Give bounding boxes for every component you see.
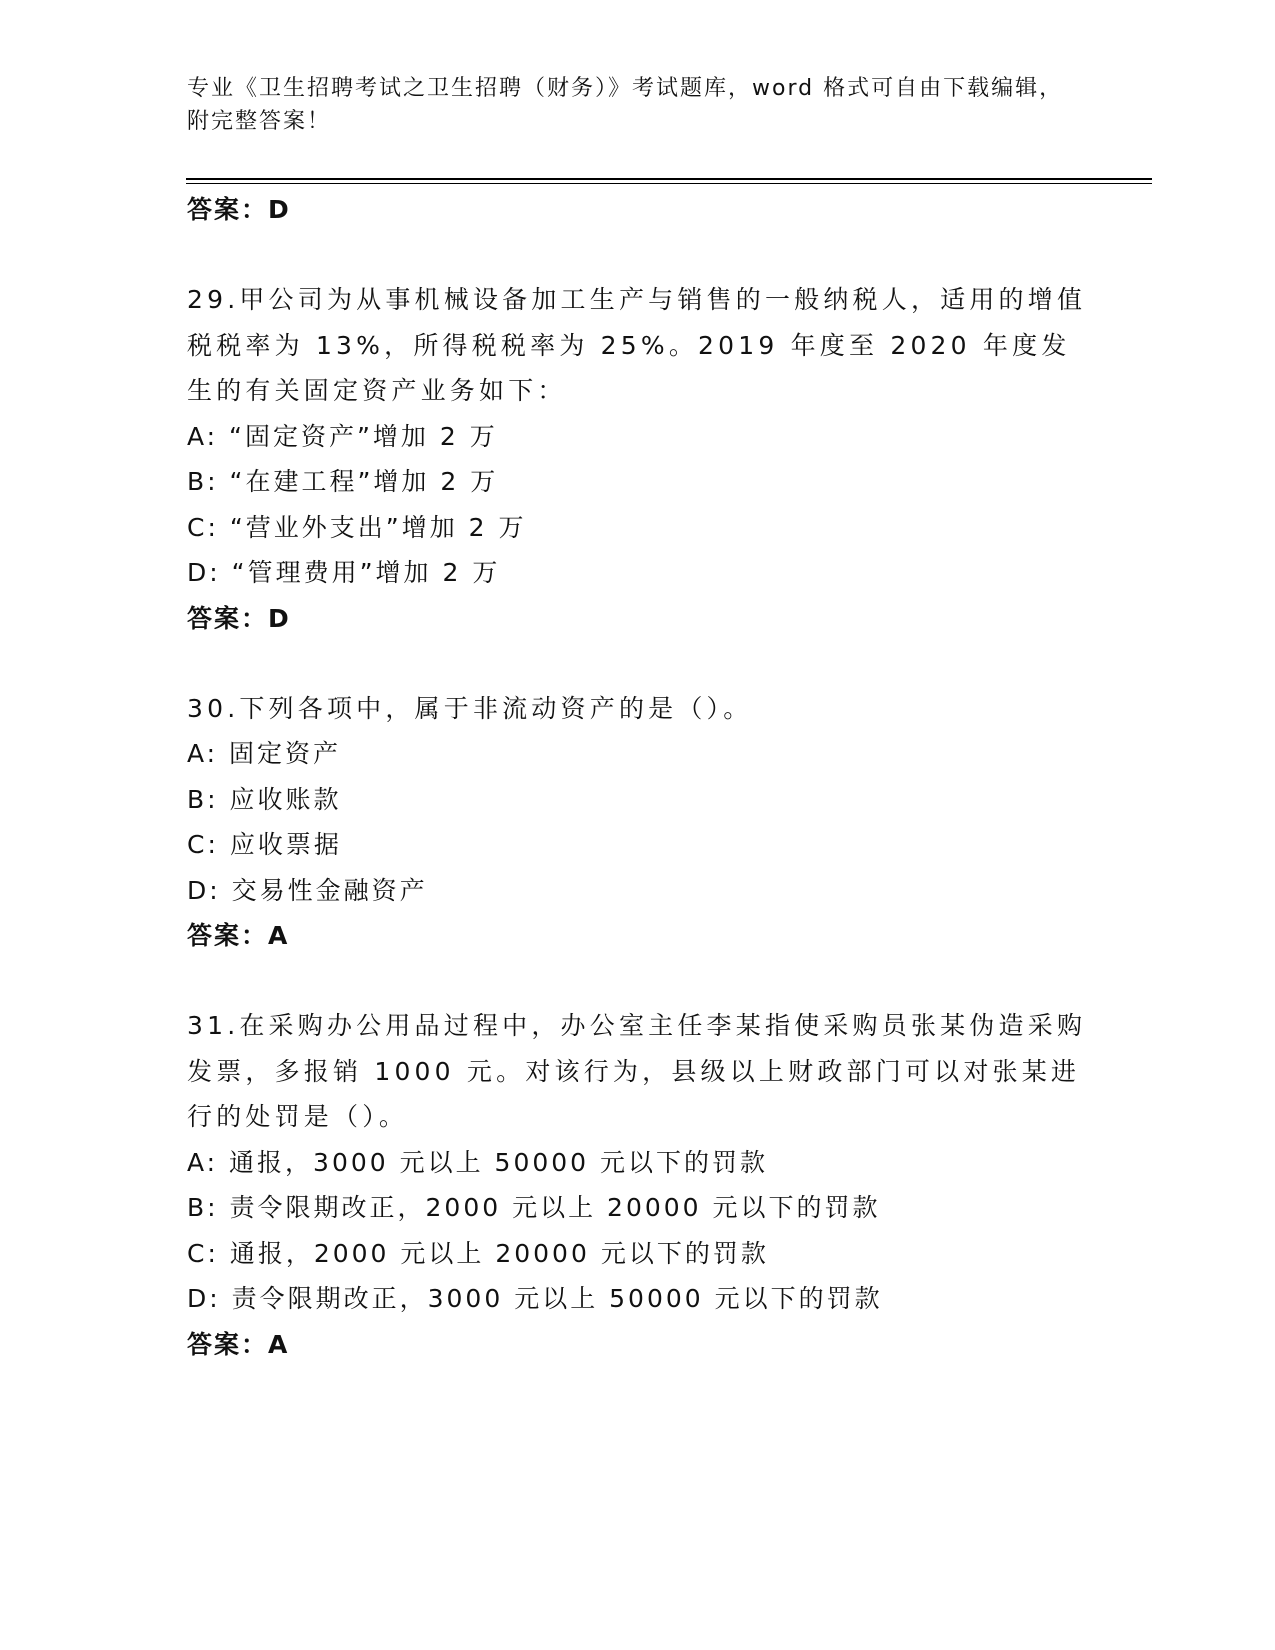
page-header: 专业《卫生招聘考试之卫生招聘（财务）》考试题库，word 格式可自由下载编辑，附完整答案！ bbox=[187, 76, 1064, 134]
option-c: C: 应收票据 bbox=[187, 830, 342, 859]
answer-line: 答案：A bbox=[187, 921, 290, 950]
option-d: D: “管理费用”增加 2 万 bbox=[187, 558, 501, 587]
option-a: A: 固定资产 bbox=[187, 739, 342, 768]
previous-answer: 答案：D bbox=[187, 195, 291, 224]
question-stem: 29.甲公司为从事机械设备加工生产与销售的一般纳税人，适用的增值税税率为 13%，所得税税率为 25%。2019 年度至 2020 年度发生的有关固定资产业务如下： bbox=[187, 285, 1087, 405]
option-b: B: “在建工程”增加 2 万 bbox=[187, 467, 499, 496]
option-a: A: “固定资产”增加 2 万 bbox=[187, 421, 498, 451]
option-c: C: “营业外支出”增加 2 万 bbox=[187, 512, 527, 542]
option-d: D: 交易性金融资产 bbox=[187, 875, 428, 905]
option-a: A: 通报，3000 元以上 50000 元以下的罚款 bbox=[187, 1147, 769, 1177]
answer-line: 答案：A bbox=[187, 1329, 290, 1359]
option-c: C: 通报，2000 元以上 20000 元以下的罚款 bbox=[187, 1238, 769, 1268]
question-block-31 bbox=[187, 1003, 1087, 1368]
answer-line: 答案：D bbox=[187, 603, 291, 633]
header-rule-thin bbox=[186, 183, 1152, 184]
question-block-30 bbox=[187, 686, 1087, 960]
option-d: D: 责令限期改正，3000 元以上 50000 元以下的罚款 bbox=[187, 1284, 883, 1313]
question-block-29 bbox=[187, 277, 1087, 642]
question-stem: 31.在采购办公用品过程中，办公室主任李某指使采购员张某伪造采购发票，多报销 1000 元。对该行为，县级以上财政部门可以对张某进行的处罚是（）。 bbox=[187, 1011, 1087, 1131]
question-list bbox=[187, 187, 1087, 1368]
question-stem: 30.下列各项中，属于非流动资产的是（）。 bbox=[187, 693, 753, 723]
option-b: B: 应收账款 bbox=[187, 784, 342, 814]
option-b: B: 责令限期改正，2000 元以上 20000 元以下的罚款 bbox=[187, 1193, 881, 1222]
header-rule-thick bbox=[186, 178, 1152, 180]
